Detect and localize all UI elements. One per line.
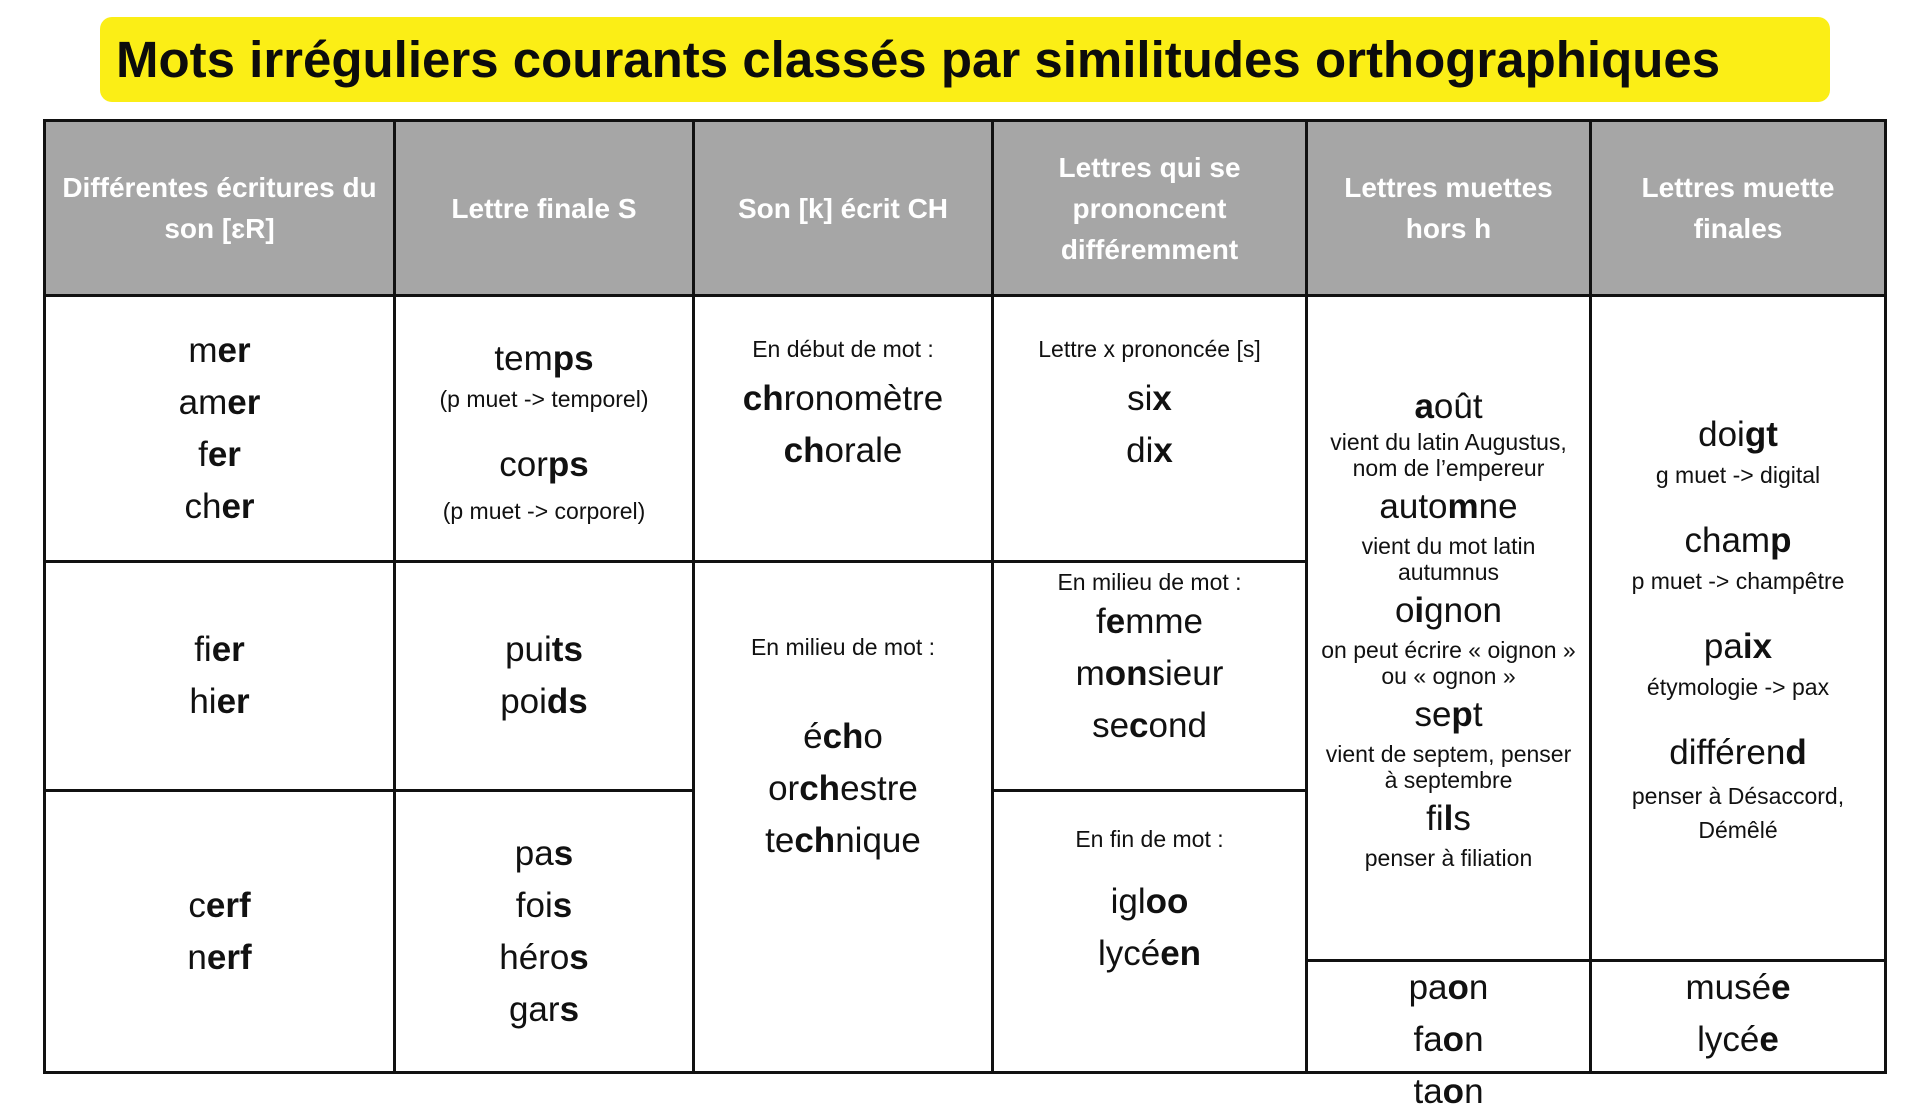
word: faon (1413, 1020, 1484, 1059)
word: chronomètre (742, 379, 944, 418)
cell-er-1 (46, 297, 393, 560)
header-silent-letters: Lettres muettes hors h (1344, 172, 1553, 244)
divider (1305, 122, 1308, 1071)
word: monsieur (1075, 654, 1224, 693)
word: fer (198, 434, 241, 474)
cell-s-3 (396, 792, 692, 1071)
word: paix (1703, 627, 1773, 666)
cell-ch-1 (695, 297, 991, 560)
header-pronounced-differently: Lettres qui se prononcent différemment (1058, 151, 1241, 265)
word: technique (765, 821, 921, 860)
word: fier (194, 630, 245, 669)
word: six (1127, 379, 1172, 418)
word: gars (508, 989, 580, 1029)
header-k-ch: Son [k] écrit CH (737, 192, 949, 224)
cell-ch-2 (695, 563, 991, 1071)
cell-silent-1 (1308, 297, 1589, 959)
word: automne (1379, 487, 1518, 526)
section-label: En début de mot : (752, 336, 934, 362)
word: corps (499, 444, 589, 484)
note: vient du mot latin (1361, 533, 1536, 559)
word: paon (1408, 968, 1489, 1007)
cell-final-1 (1592, 297, 1884, 959)
word: dix (1126, 431, 1173, 470)
word: mer (188, 330, 251, 370)
word: sept (1414, 695, 1483, 734)
word: fois (515, 885, 573, 925)
header-sound-er: Différentes écritures du son [ɛR] (62, 172, 377, 244)
word: musée (1685, 968, 1791, 1007)
note: Démêlé (1698, 817, 1778, 843)
divider (1305, 959, 1884, 962)
word: différend (1669, 733, 1807, 772)
cell-x-2 (994, 563, 1305, 789)
section-label: En fin de mot : (1075, 826, 1224, 852)
word: second (1092, 706, 1207, 745)
divider (692, 122, 695, 1071)
word: doigt (1698, 415, 1778, 454)
word: fils (1426, 799, 1471, 838)
cell-er-3 (46, 792, 393, 1071)
note: vient de septem, penser (1325, 741, 1572, 767)
note: (p muet -> corporel) (442, 497, 646, 524)
note: penser à Désaccord, (1631, 783, 1845, 809)
divider (1589, 122, 1592, 1071)
word: temps (494, 338, 594, 378)
section-label: En milieu de mot : (750, 634, 936, 660)
section-label: En milieu de mot : (1057, 569, 1242, 595)
note: (p muet -> temporel) (439, 385, 649, 412)
word: puits (505, 630, 583, 669)
divider (991, 789, 1305, 792)
word: igloo (1110, 882, 1189, 921)
word: taon (1413, 1072, 1484, 1111)
word: oignon (1394, 591, 1503, 630)
divider (991, 122, 994, 1071)
cell-x-3 (994, 792, 1305, 1071)
word: femme (1096, 602, 1203, 641)
word: champ (1684, 521, 1792, 560)
word: cerf (188, 885, 251, 925)
note: nom de l’empereur (1352, 455, 1545, 481)
note: ou « ognon » (1381, 663, 1516, 689)
cell-er-2 (46, 563, 393, 789)
divider (46, 294, 1884, 297)
word: orchestre (768, 769, 918, 808)
cell-silent-2 (1308, 962, 1589, 1111)
word: poids (500, 682, 588, 721)
section-label: Lettre x prononcée [s] (1038, 336, 1261, 362)
cell-final-2 (1592, 962, 1884, 1071)
word: héros (499, 937, 589, 977)
word: chorale (783, 431, 903, 470)
note: g muet -> digital (1655, 462, 1821, 488)
divider (46, 789, 695, 792)
word: amer (178, 382, 261, 422)
word: lycée (1697, 1020, 1779, 1059)
note: p muet -> champêtre (1631, 568, 1845, 594)
word: écho (803, 717, 883, 756)
note: on peut écrire « oignon » (1321, 637, 1576, 663)
header-silent-final: Lettres muette finales (1641, 172, 1835, 244)
word: lycéen (1097, 934, 1202, 973)
word: nerf (187, 937, 252, 977)
divider (393, 122, 396, 1071)
note: autumnus (1397, 559, 1499, 585)
note: étymologie -> pax (1646, 674, 1830, 700)
divider (46, 560, 1305, 563)
note: à septembre (1384, 767, 1513, 793)
word: août (1414, 387, 1483, 426)
note: penser à filiation (1364, 845, 1533, 871)
word: hier (189, 682, 250, 721)
page-title: Mots irréguliers courants classés par similitudes orthographiques (100, 17, 1830, 102)
cell-x-1 (994, 297, 1305, 560)
word: pas (514, 833, 574, 873)
cell-s-2 (396, 563, 692, 789)
header-final-s: Lettre finale S (451, 192, 637, 224)
cell-s-1 (396, 297, 692, 560)
note: vient du latin Augustus, (1330, 429, 1567, 455)
words-table (43, 119, 1887, 1111)
word: cher (184, 486, 255, 526)
